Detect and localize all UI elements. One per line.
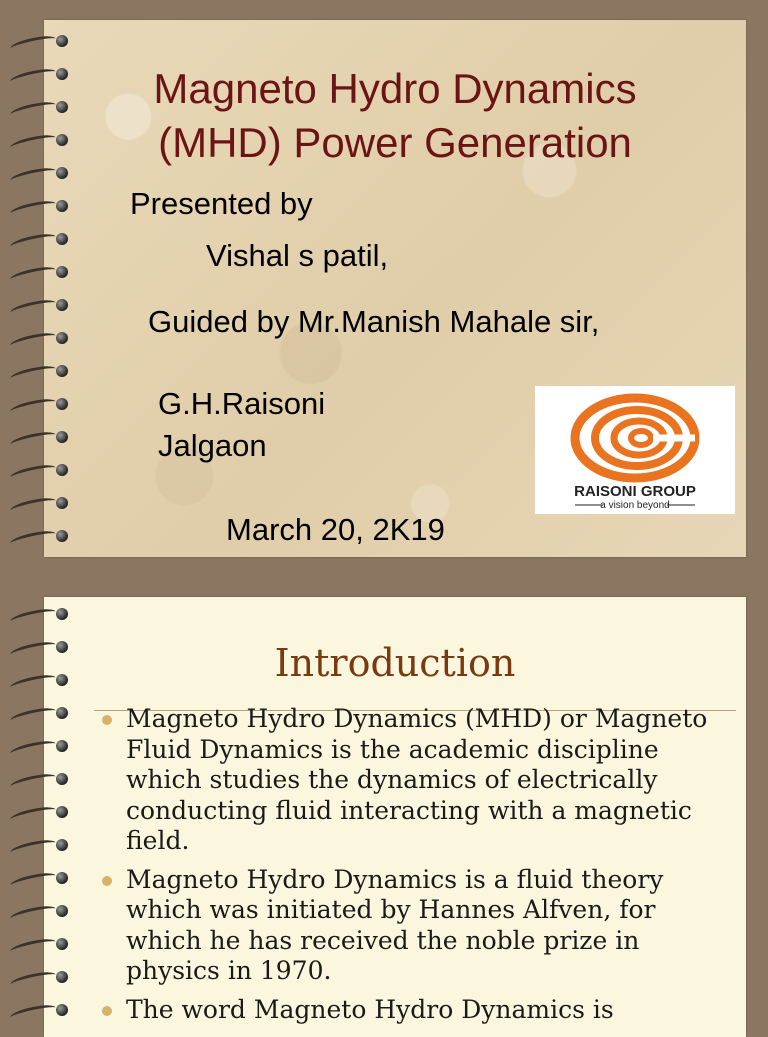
spiral-ring-icon [6, 673, 74, 689]
spiral-ring-icon [6, 937, 74, 953]
spiral-ring-icon [6, 34, 74, 50]
spiral-ring-icon [6, 199, 74, 215]
logo-tagline: a vision beyond [600, 500, 670, 511]
title-slide [44, 20, 746, 557]
spiral-ring-icon [6, 496, 74, 512]
presenter-name: Vishal s patil, [206, 238, 389, 273]
bullet-icon [102, 715, 112, 725]
college-name: G.H.Raisoni [158, 386, 326, 421]
spiral-ring-icon [6, 67, 74, 83]
spiral-ring-icon [6, 970, 74, 986]
college-city: Jalgaon [158, 428, 267, 463]
spiral-ring-icon [6, 364, 74, 380]
guide-name: Guided by Mr.Manish Mahale sir, [148, 304, 600, 339]
spiral-ring-icon [6, 739, 74, 755]
spiral-ring-icon [6, 640, 74, 656]
logo-name: RAISONI GROUP [574, 483, 696, 500]
spiral-ring-icon [6, 232, 74, 248]
list-item: The word Magneto Hydro Dynamics is [102, 995, 722, 1026]
presented-by-label: Presented by [130, 186, 313, 221]
spiral-ring-icon [6, 607, 74, 623]
list-item: Magneto Hydro Dynamics (MHD) or Magneto Fluid Dynamics is the academic discipline which studies the dynamics of electrically conducting fluid interacting with a magnetic field. [102, 704, 722, 857]
title-line-2: (MHD) Power Generation [158, 119, 632, 166]
spiral-ring-icon [6, 166, 74, 182]
spiral-ring-icon [6, 463, 74, 479]
spiral-ring-icon [6, 133, 74, 149]
presentation-date: March 20, 2K19 [226, 512, 445, 547]
introduction-slide [44, 597, 746, 1037]
bullet-icon [102, 1006, 112, 1016]
title-line-1: Magneto Hydro Dynamics [153, 65, 637, 112]
bullet-list [102, 704, 722, 1033]
spiral-ring-icon [6, 430, 74, 446]
spiral-ring-icon [6, 529, 74, 545]
spiral-ring-icon [6, 871, 74, 887]
spiral-ring-icon [6, 1003, 74, 1019]
raisoni-logo [535, 386, 735, 514]
introduction-title: Introduction [274, 641, 516, 685]
spiral-ring-icon [6, 805, 74, 821]
orange-spiral-logo-icon [535, 386, 735, 514]
spiral-ring-icon [6, 706, 74, 722]
list-item: Magneto Hydro Dynamics is a fluid theory which was initiated by Hannes Alfven, for which he has received the noble prize in physics in 1970. [102, 865, 722, 987]
spiral-ring-icon [6, 265, 74, 281]
spiral-ring-icon [6, 100, 74, 116]
spiral-ring-icon [6, 298, 74, 314]
spiral-ring-icon [6, 838, 74, 854]
spiral-ring-icon [6, 904, 74, 920]
spiral-ring-icon [6, 397, 74, 413]
bullet-icon [102, 876, 112, 886]
slide-title [44, 62, 746, 170]
spiral-ring-icon [6, 331, 74, 347]
spiral-ring-icon [6, 772, 74, 788]
